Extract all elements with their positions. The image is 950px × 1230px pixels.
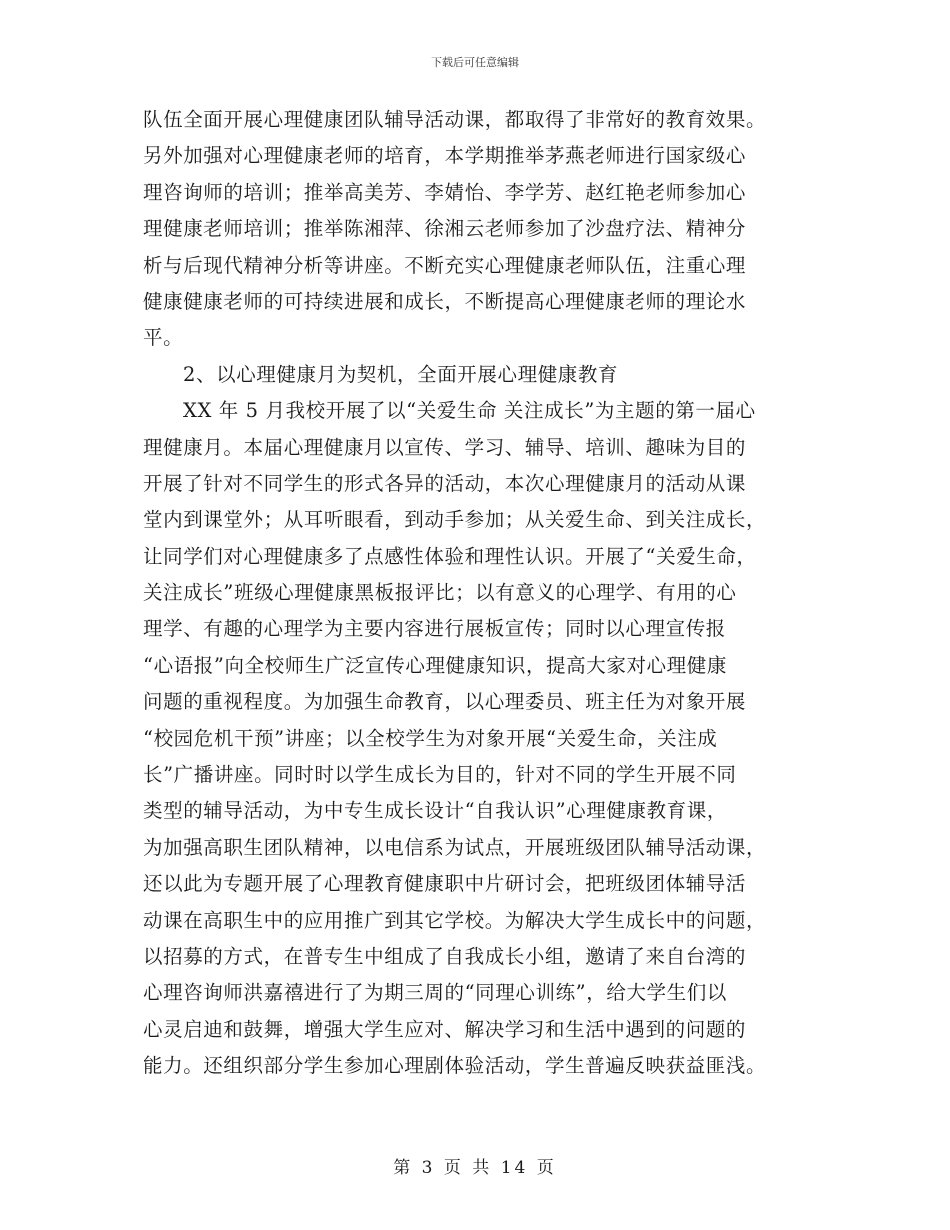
body-line: 析与后现代精神分析等讲座。不断充实心理健康老师队伍，注重心理 (143, 253, 747, 277)
page-number-footer: 第 3 页 共 14 页 (393, 1158, 557, 1178)
body-line: 关注成长”班级心理健康黑板报评比；以有意义的心理学、有用的心 (143, 581, 737, 605)
body-line: 以招募的方式，在普专生中组成了自我成长小组，邀请了来自台湾的 (143, 944, 747, 968)
body-line: 开展了针对不同学生的形式各异的活动，本次心理健康月的活动从课 (143, 471, 747, 495)
body-line: 另外加强对心理健康老师的培育，本学期推举茅燕老师进行国家级心 (143, 144, 747, 168)
body-line: 动课在高职生中的应用推广到其它学校。为解决大学生成长中的问题， (143, 908, 767, 932)
body-line: 类型的辅导活动，为中专生成长设计“自我认识”心理健康教育课， (143, 799, 727, 823)
body-line: 问题的重视程度。为加强生命教育，以心理委员、班主任为对象开展 (143, 690, 747, 714)
body-line: 理健康老师培训；推举陈湘萍、徐湘云老师参加了沙盘疗法、精神分 (143, 217, 747, 241)
document-body (143, 102, 815, 1085)
body-line: XX 年 5 月我校开展了以“关爱生命 关注成长”为主题的第一届心 (183, 399, 756, 423)
body-line: 理咨询师的培训；推举高美芳、李婧怡、李学芳、赵红艳老师参加心 (143, 180, 747, 204)
page-header: 下载后可任意编辑 (431, 56, 519, 69)
body-line: 健康健康老师的可持续进展和成长，不断提高心理健康老师的理论水 (143, 289, 747, 313)
body-line: 心灵启迪和鼓舞，增强大学生应对、解决学习和生活中遇到的问题的 (143, 1017, 747, 1041)
body-line: 队伍全面开展心理健康团队辅导活动课，都取得了非常好的教育效果。 (143, 108, 767, 131)
body-line: “心语报”向全校师生广泛宣传心理健康知识，提高大家对心理健康 (143, 653, 727, 677)
body-line: 理学、有趣的心理学为主要内容进行展板宣传；同时以心理宣传报 (143, 617, 726, 641)
body-line: 为加强高职生团队精神，以电信系为试点，开展班级团队辅导活动课， (143, 835, 767, 859)
body-line: 能力。还组织部分学生参加心理剧体验活动，学生普遍反映获益匪浅。 (143, 1054, 767, 1078)
body-line: 平。 (143, 326, 184, 350)
body-line: 理健康月。本届心理健康月以宣传、学习、辅导、培训、趣味为目的 (143, 435, 747, 459)
body-line: 让同学们对心理健康多了点感性体验和理性认识。开展了“关爱生命， (143, 544, 757, 568)
body-line: 还以此为专题开展了心理教育健康职中片研讨会，把班级团体辅导活 (143, 872, 747, 896)
body-line: “校园危机干预”讲座；以全校学生为对象开展“关爱生命，关注成 (143, 726, 718, 750)
body-line: 心理咨询师洪嘉禧进行了为期三周的“同理心训练”，给大学生们以 (143, 981, 727, 1005)
body-line: 堂内到课堂外；从耳听眼看，到动手参加；从关爱生命、到关注成长， (143, 508, 767, 532)
section-heading: 2、以心理健康月为契机，全面开展心理健康教育 (183, 362, 619, 386)
body-line: 长”广播讲座。同时时以学生成长为目的，针对不同的学生开展不同 (143, 763, 737, 787)
